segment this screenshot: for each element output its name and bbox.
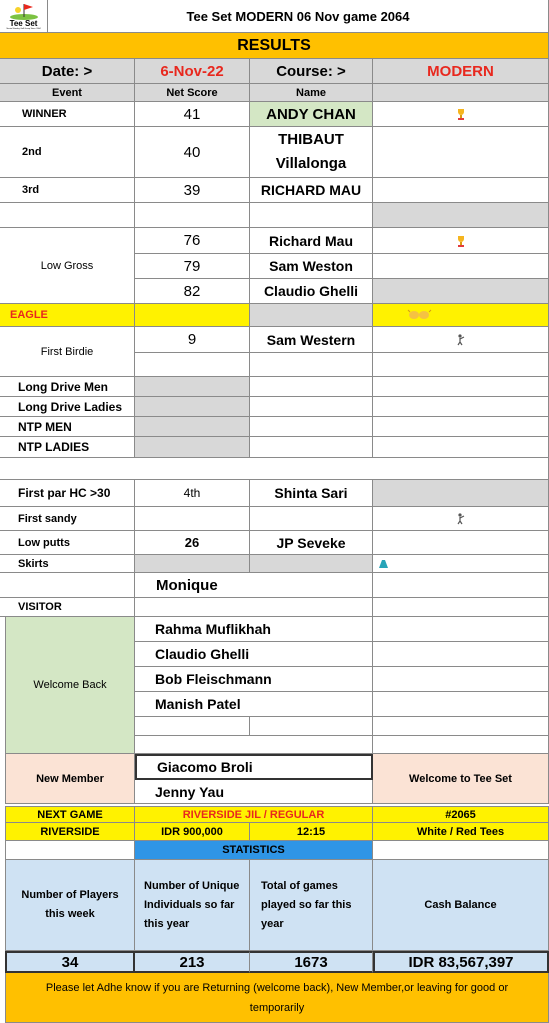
long-drive-men-extra (373, 377, 549, 397)
first-par-label: First par HC >30 (0, 480, 135, 507)
stats-header-cash: Cash Balance (373, 860, 549, 951)
low-gross-score-1: 76 (135, 228, 250, 254)
stats-title-blank (5, 841, 135, 860)
column-header-event: Event (0, 84, 135, 102)
blank-row-cell (0, 203, 135, 228)
clapping-hands-icon (407, 309, 433, 321)
course-value: MODERN (373, 59, 549, 84)
welcome-back-blank (373, 717, 549, 736)
skirts-label: Skirts (0, 555, 135, 573)
low-gross-label: Low Gross (0, 228, 135, 304)
new-member-name-1: Giacomo Broli (135, 754, 373, 780)
ntp-ladies-extra (373, 437, 549, 458)
logo-text: Tee Set (9, 18, 38, 28)
skirts-name (250, 555, 373, 573)
first-birdie-label: First Birdie (0, 327, 135, 377)
second-name-line1: THIBAUT (278, 131, 344, 148)
low-gross-name-3: Claudio Ghelli (250, 279, 373, 304)
first-par-score: 4th (135, 480, 250, 507)
winner-name: ANDY CHAN (250, 102, 373, 127)
visitor-extra (373, 573, 549, 598)
stats-value-games: 1673 (250, 951, 373, 973)
low-gross-extra-2 (373, 254, 549, 279)
winner-trophy (373, 102, 549, 127)
welcome-back-blank (373, 736, 549, 754)
blank-row-cell (135, 203, 250, 228)
low-gross-trophy (373, 228, 549, 254)
eagle-score (135, 304, 250, 327)
date-label: Date: > (0, 59, 135, 84)
next-game-time: 12:15 (250, 823, 373, 841)
logo-subtext: Senior Monday Golf Group Since 2004 (6, 27, 41, 30)
stats-header-players: Number of Players this week (5, 860, 135, 951)
trophy-icon (456, 108, 466, 120)
third-extra (373, 178, 549, 203)
first-birdie-score: 9 (135, 327, 250, 353)
sheet-title: Tee Set MODERN 06 Nov game 2064 (48, 0, 549, 33)
long-drive-ladies-label: Long Drive Ladies (0, 397, 135, 417)
stats-title-blank (373, 841, 549, 860)
long-drive-men-score (135, 377, 250, 397)
results-banner: RESULTS (0, 33, 549, 59)
first-birdie-blank (135, 353, 250, 377)
ntp-ladies-score (135, 437, 250, 458)
welcome-back-extra (373, 692, 549, 717)
low-gross-score-3: 82 (135, 279, 250, 304)
visitor-blank (373, 598, 549, 617)
column-header-name: Name (250, 84, 373, 102)
ntp-ladies-name (250, 437, 373, 458)
stats-value-cash: IDR 83,567,397 (373, 951, 549, 973)
ntp-ladies-label: NTP LADIES (0, 437, 135, 458)
second-label: 2nd (0, 127, 135, 178)
visitor-label: VISITOR (0, 598, 135, 617)
visitor-name: Monique (135, 573, 373, 598)
skirts-score (135, 555, 250, 573)
welcome-back-blank (135, 736, 373, 754)
trophy-icon (456, 235, 466, 247)
first-par-extra (373, 480, 549, 507)
ntp-men-score (135, 417, 250, 437)
first-sandy-label: First sandy (0, 507, 135, 531)
next-game-number: #2065 (373, 806, 549, 823)
low-putts-score: 26 (135, 531, 250, 555)
long-drive-men-name (250, 377, 373, 397)
first-birdie-blank (250, 353, 373, 377)
column-header-blank (373, 84, 549, 102)
eagle-name (250, 304, 373, 327)
second-name (250, 127, 373, 178)
footer-note: Please let Adhe know if you are Returning (welcome back), New Member,or leaving for good or temporarily (5, 973, 549, 1023)
low-putts-name: JP Seveke (250, 531, 373, 555)
statistics-title: STATISTICS (135, 841, 373, 860)
next-game-venue: RIVERSIDE (5, 823, 135, 841)
second-name-line2: Villalonga (275, 155, 347, 172)
stats-header-unique: Number of Unique Individuals so far this year (135, 860, 250, 951)
logo (0, 0, 48, 33)
stats-header-games: Total of games played so far this year (250, 860, 373, 951)
first-birdie-blank (373, 353, 549, 377)
third-label: 3rd (0, 178, 135, 203)
long-drive-ladies-name (250, 397, 373, 417)
skirt-icon (379, 559, 388, 569)
golfer-icon (456, 513, 466, 525)
welcome-to-tee-set: Welcome to Tee Set (373, 754, 549, 804)
golfer-icon (456, 334, 466, 346)
first-sandy-golfer (373, 507, 549, 531)
eagle-extra (373, 304, 549, 327)
blank-row-cell (373, 203, 549, 228)
next-game-course: RIVERSIDE JIL / REGULAR (135, 806, 373, 823)
low-gross-score-2: 79 (135, 254, 250, 279)
first-birdie-name: Sam Western (250, 327, 373, 353)
first-sandy-name (250, 507, 373, 531)
welcome-back-blank (250, 717, 373, 736)
blank-row-cell (250, 203, 373, 228)
visitor-label-top (0, 573, 135, 598)
winner-score: 41 (135, 102, 250, 127)
next-game-fee: IDR 900,000 (135, 823, 250, 841)
column-header-net-score: Net Score (135, 84, 250, 102)
new-member-label: New Member (5, 754, 135, 804)
second-score: 40 (135, 127, 250, 178)
next-game-tees: White / Red Tees (373, 823, 549, 841)
ntp-men-name (250, 417, 373, 437)
welcome-back-name-1: Rahma Muflikhah (135, 617, 373, 642)
low-gross-name-1: Richard Mau (250, 228, 373, 254)
new-member-name-2: Jenny Yau (135, 780, 373, 804)
course-label: Course: > (250, 59, 373, 84)
stats-value-players: 34 (5, 951, 135, 973)
stats-value-unique: 213 (135, 951, 250, 973)
low-gross-name-2: Sam Weston (250, 254, 373, 279)
ntp-men-extra (373, 417, 549, 437)
eagle-label: EAGLE (0, 304, 135, 327)
date-value: 6-Nov-22 (135, 59, 250, 84)
first-sandy-score (135, 507, 250, 531)
welcome-back-name-2: Claudio Ghelli (135, 642, 373, 667)
welcome-back-extra (373, 667, 549, 692)
first-birdie-golfer (373, 327, 549, 353)
low-gross-extra-3 (373, 279, 549, 304)
long-drive-men-label: Long Drive Men (0, 377, 135, 397)
welcome-back-label: Welcome Back (5, 617, 135, 754)
low-putts-extra (373, 531, 549, 555)
welcome-back-extra (373, 617, 549, 642)
ntp-men-label: NTP MEN (0, 417, 135, 437)
welcome-back-blank (135, 717, 250, 736)
first-par-name: Shinta Sari (250, 480, 373, 507)
separator-row (0, 458, 549, 480)
next-game-label: NEXT GAME (5, 806, 135, 823)
long-drive-ladies-extra (373, 397, 549, 417)
golf-flag-icon (9, 2, 39, 20)
third-name: RICHARD MAU (250, 178, 373, 203)
welcome-back-name-3: Bob Fleischmann (135, 667, 373, 692)
second-extra (373, 127, 549, 178)
visitor-blank (135, 598, 373, 617)
low-putts-label: Low putts (0, 531, 135, 555)
welcome-back-name-4: Manish Patel (135, 692, 373, 717)
skirts-extra (373, 555, 549, 573)
third-score: 39 (135, 178, 250, 203)
welcome-back-extra (373, 642, 549, 667)
winner-label: WINNER (0, 102, 135, 127)
long-drive-ladies-score (135, 397, 250, 417)
